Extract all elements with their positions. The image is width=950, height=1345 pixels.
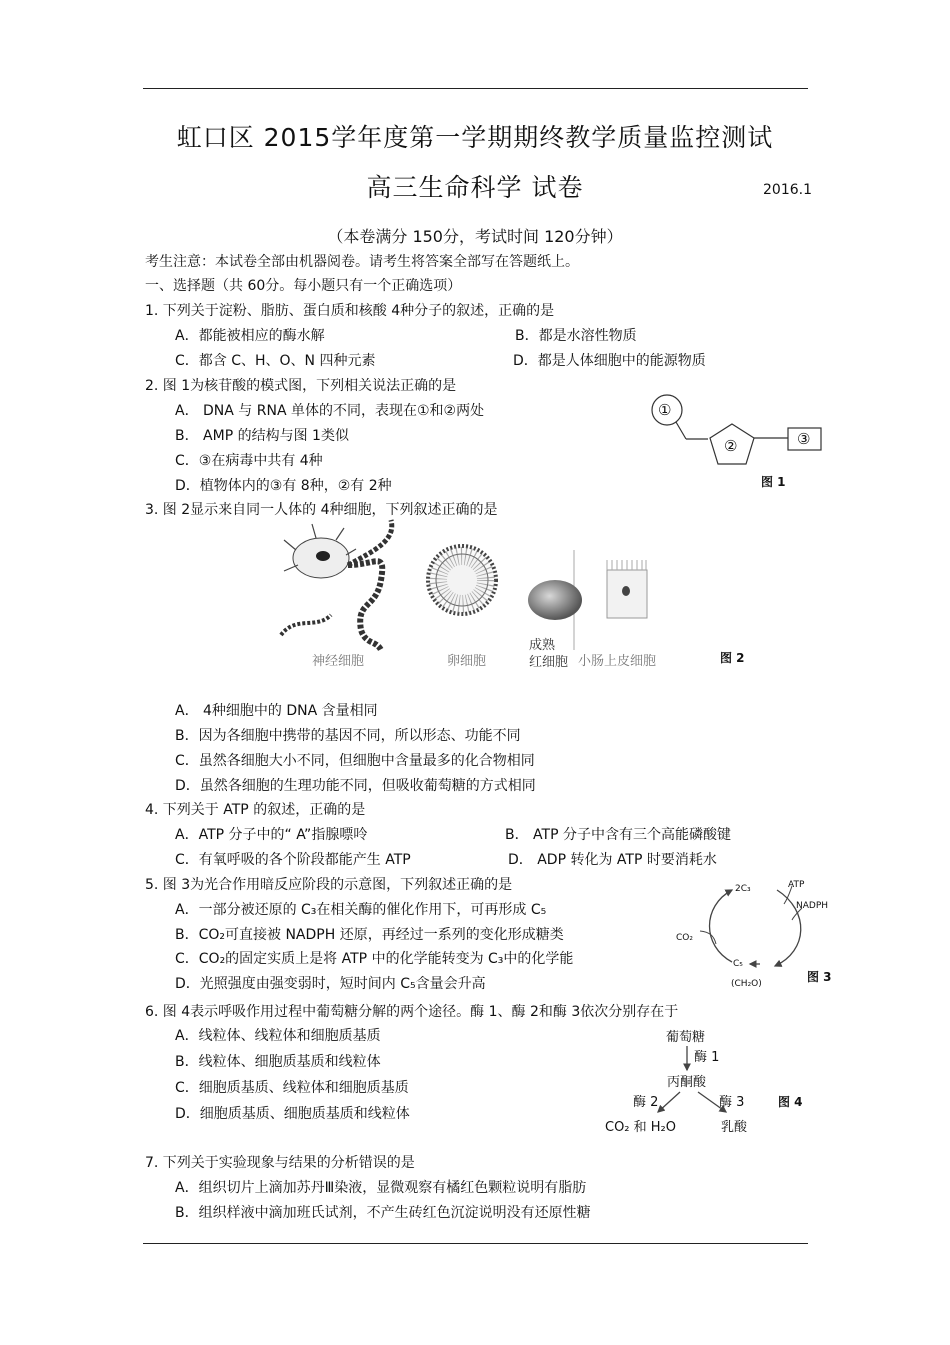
fig1-part-2: ② [724, 437, 738, 455]
cell-label-nerve: 神经细胞 [312, 654, 365, 669]
q2-option-d: D．植物体内的③有 8种，②有 2种 [175, 478, 392, 494]
fig1-label: 图 1 [761, 475, 786, 489]
q7-option-a: A．组织切片上滴加苏丹Ⅲ染液，显微观察有橘红色颗粒说明有脂肪 [175, 1180, 587, 1196]
q2-option-a: A． DNA 与 RNA 单体的不同，表现在①和②两处 [175, 403, 485, 419]
q5-option-c: C．CO₂的固定实质上是将 ATP 中的化学能转变为 C₃中的化学能 [175, 951, 574, 967]
q5-option-a: A．一部分被还原的 C₃在相关酶的催化作用下，可再形成 C₅ [175, 902, 547, 918]
section-heading: 一、选择题（共 60分。每小题只有一个正确选项） [145, 278, 462, 294]
q2-option-c: C．③在病毒中共有 4种 [175, 453, 323, 469]
q2-stem: 2. 图 1为核苷酸的模式图，下列相关说法正确的是 [145, 378, 457, 394]
q1-option-a: A．都能被相应的酶水解 [175, 328, 325, 344]
q1-stem: 1. 下列关于淀粉、脂肪、蛋白质和核酸 4种分子的叙述，正确的是 [145, 303, 555, 319]
cell-label-mature: 成熟 [529, 638, 556, 653]
fig4-enzyme-2: 酶 2 [633, 1095, 659, 1110]
cell-label-egg: 卵细胞 [447, 654, 487, 669]
q3-option-a: A． 4种细胞中的 DNA 含量相同 [175, 703, 378, 719]
q5-option-b: B．CO₂可直接被 NADPH 还原，再经过一系列的变化形成糖类 [175, 927, 564, 943]
exam-info: （本卷满分 150分，考试时间 120分钟） [327, 227, 623, 246]
q3-option-c: C．虽然各细胞大小不同，但细胞中含量最多的化合物相同 [175, 753, 535, 769]
q4-option-b: B． ATP 分子中含有三个高能磷酸键 [505, 827, 731, 843]
fig4-label: 图 4 [778, 1095, 803, 1109]
q4-option-a: A．ATP 分子中的“ A”指腺嘌呤 [175, 827, 368, 843]
q3-stem: 3. 图 2显示来自同一人体的 4种细胞，下列叙述正确的是 [145, 502, 498, 518]
red-blood-cell-drawing [528, 580, 582, 620]
fig2-label: 图 2 [720, 651, 745, 665]
fig3-nadph: NADPH [796, 901, 829, 911]
fig4-glucose: 葡萄糖 [666, 1030, 706, 1045]
nerve-cell-drawing [281, 520, 392, 650]
exam-date: 2016.1 [763, 182, 812, 198]
q4-option-d: D． ADP 转化为 ATP 时要消耗水 [508, 852, 717, 868]
q2-option-b: B． AMP 的结构与图 1类似 [175, 428, 349, 444]
q5-stem: 5. 图 3为光合作用暗反应阶段的示意图，下列叙述正确的是 [145, 877, 513, 893]
q4-option-c: C．有氧呼吸的各个阶段都能产生 ATP [175, 852, 411, 868]
fig3-co2: CO₂ [676, 933, 693, 943]
notice: 考生注意：本试卷全部由机器阅卷。请考生将答案全部写在答题纸上。 [145, 254, 579, 270]
q6-option-c: C．细胞质基质、线粒体和细胞质基质 [175, 1080, 409, 1096]
fig4-co2-h2o: CO₂ 和 H₂O [605, 1120, 677, 1135]
fig4-lactate: 乳酸 [721, 1120, 748, 1135]
q1-option-c: C．都含 C、H、O、N 四种元素 [175, 353, 376, 369]
fig4-enzyme-3: 酶 3 [719, 1095, 745, 1110]
fig3-ch2o: (CH₂O) [731, 979, 762, 989]
fig3-c5: C₅ [733, 959, 743, 969]
fig3-label: 图 3 [807, 970, 832, 984]
q3-option-b: B．因为各细胞中携带的基因不同，所以形态、功能不同 [175, 728, 521, 744]
q7-stem: 7. 下列关于实验现象与结果的分析错误的是 [145, 1155, 415, 1171]
q5-option-d: D．光照强度由强变弱时，短时间内 C₅含量会升高 [175, 976, 486, 992]
q6-option-a: A．线粒体、线粒体和细胞质基质 [175, 1028, 381, 1044]
intestinal-cell-drawing [607, 560, 647, 618]
fig4-pyruvate: 丙酮酸 [667, 1075, 707, 1090]
cell-label-intestinal: 小肠上皮细胞 [578, 654, 657, 669]
fig4-enzyme-1: 酶 1 [694, 1050, 720, 1065]
exam-title: 虹口区 2015学年度第一学期期终教学质量监控测试 [176, 123, 774, 152]
fig1-part-3: ③ [797, 430, 811, 448]
q6-option-b: B．线粒体、细胞质基质和线粒体 [175, 1054, 381, 1070]
fig1-part-1: ① [658, 401, 672, 419]
q1-option-d: D．都是人体细胞中的能源物质 [513, 353, 706, 369]
q3-option-d: D．虽然各细胞的生理功能不同，但吸收葡萄糖的方式相同 [175, 778, 536, 794]
q4-stem: 4. 下列关于 ATP 的叙述，正确的是 [145, 802, 366, 818]
bottom-rule [143, 1243, 808, 1244]
q6-option-d: D．细胞质基质、细胞质基质和线粒体 [175, 1106, 410, 1122]
top-rule [143, 88, 808, 89]
cell-label-rbc: 红细胞 [529, 655, 569, 670]
q1-option-b: B．都是水溶性物质 [515, 328, 637, 344]
exam-subject-title: 高三生命科学 试卷 [366, 173, 584, 202]
figure-2-cells [276, 520, 676, 660]
q6-stem: 6. 图 4表示呼吸作用过程中葡萄糖分解的两个途径。酶 1、酶 2和酶 3依次分别存在于 [145, 1004, 679, 1020]
q7-option-b: B．组织样液中滴加班氏试剂，不产生砖红色沉淀说明没有还原性糖 [175, 1205, 591, 1221]
egg-cell-drawing [428, 546, 496, 614]
fig3-2c3: 2C₃ [735, 884, 751, 894]
fig3-atp: ATP [788, 880, 805, 890]
